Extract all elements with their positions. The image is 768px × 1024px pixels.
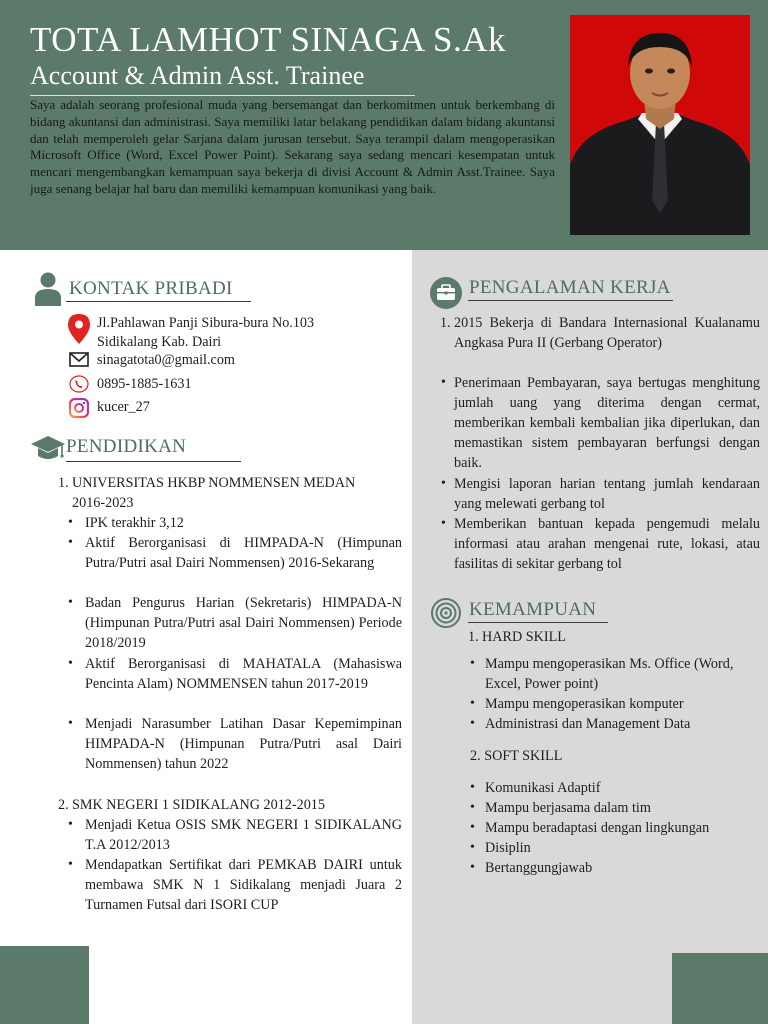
skills-target-icon (430, 597, 462, 633)
education-1-item: Menjadi Narasumber Latihan Dasar Kepemimpinan HIMPADA-N (Himpunan Putra/Putri asal Dairi Nommensen) tahun 2022 (85, 716, 402, 772)
hard-skill-title: HARD SKILL (482, 629, 566, 645)
skills-section-title: KEMAMPUAN (469, 599, 597, 620)
title-underline (30, 95, 415, 96)
contact-section-title: KONTAK PRIBADI (69, 278, 233, 299)
education-2-item: Mendapatkan Sertifikat dari PEMKAB DAIRI untuk membawa SMK N 1 Sidikalang menjadi Juara 2 Turnamen Futsal dari ISORI CUP (85, 857, 402, 913)
experience-item: Memberikan bantuan kepada pengemudi melalu informasi atau arahan mengenai rute, lokasi, atau fasilitas di sekitar gerbang tol (454, 516, 760, 572)
hard-skill-item: Mampu mengoperasikan Ms. Office (Word, Excel, Power point) (485, 656, 734, 692)
person-portrait-icon (570, 15, 750, 235)
location-pin-icon (68, 314, 90, 348)
soft-skill-item: Bertanggungjawab (485, 860, 593, 876)
education-section-title: PENDIDIKAN (66, 436, 187, 457)
education-1-item: Aktif Berorganisasi di MAHATALA (Mahasiswa Pencinta Alam) NOMMENSEN tahun 2017-2019 (85, 656, 402, 692)
full-name: TOTA LAMHOT SINAGA S.Ak (30, 20, 507, 59)
education-1-item: Aktif Berorganisasi di HIMPADA-N (Himpunan Putra/Putri asal Dairi Nommensen) 2016-Sekarang (85, 535, 402, 571)
contact-phone[interactable]: 0895-1885-1631 (97, 376, 192, 392)
education-1-item: Badan Pengurus Harian (Sekretaris) HIMPADA-N (Himpunan Putra/Putri asal Dairi Nommensen) Periode 2018/2019 (85, 595, 402, 651)
hard-skill-number: 1. (468, 629, 479, 645)
experience-section-title: PENGALAMAN KERJA (469, 277, 671, 298)
soft-skill-item: Mampu berjasama dalam tim (485, 800, 651, 816)
education-1-item: IPK terakhir 3,12 (85, 515, 184, 531)
experience-number: 1. (440, 315, 451, 331)
mail-icon (69, 352, 89, 371)
experience-title-underline (468, 300, 673, 301)
experience-item: Mengisi laporan harian tentang jumlah kendaraan yang melewati gerbang tol (454, 476, 760, 512)
skills-title-underline (468, 622, 608, 623)
soft-skill-item: Disiplin (485, 840, 531, 856)
contact-instagram[interactable]: kucer_27 (97, 399, 150, 415)
hard-skill-item: Administrasi dan Management Data (485, 716, 691, 732)
instagram-icon (69, 398, 89, 422)
hard-skill-item: Mampu mengoperasikan komputer (485, 696, 684, 712)
soft-skill-item: Komunikasi Adaptif (485, 780, 601, 796)
contact-title-underline (66, 301, 251, 302)
education-1-years: 2016-2023 (72, 495, 134, 511)
soft-skill-title: 2. SOFT SKILL (470, 748, 563, 764)
contact-address-line-1: Jl.Pahlawan Panji Sibura-bura No.103 (97, 315, 315, 331)
job-title: Account & Admin Asst. Trainee (30, 61, 365, 90)
experience-header: 2015 Bekerja di Bandara Internasional Kualanamu Angkasa Pura II (Gerbang Operator) (454, 315, 760, 351)
contact-address-line-2: Sidikalang Kab. Dairi (97, 334, 222, 350)
education-2-number: 2. (58, 797, 69, 813)
phone-icon (69, 375, 89, 397)
decorative-corner-right (672, 953, 768, 1024)
profile-photo (570, 15, 750, 235)
education-2-item: Menjadi Ketua OSIS SMK NEGERI 1 SIDIKALANG T.A 2012/2013 (85, 817, 402, 853)
contact-email[interactable]: sinagatota0@gmail.com (97, 352, 235, 368)
soft-skill-item: Mampu beradaptasi dengan lingkungan (485, 820, 710, 836)
education-title-underline (66, 461, 241, 462)
profile-summary: Saya adalah seorang profesional muda yang bersemangat dan berkomitmen untuk berkembang di bidang akuntansi dan administrasi. Saya memiliki latar belakang pendidikan dalam bidang akuntansi dan telah memperoleh gelar Sarjana dalam jurusan tersebut. Saya terampil dalam mengoperasikan Microsoft Office (Word, Excel Power Point). Sekarang saya sedang mencari kesempatan untuk mencari mengembangkan kemampuan saya bekerja di divisi Account & Admin Asst.Trainee. Saya juga senang belajar hal baru dan memiliki kemampuan komunikasi yang baik. (30, 97, 555, 196)
education-1-number: 1. (58, 475, 69, 491)
education-2-school: SMK NEGERI 1 SIDIKALANG 2012-2015 (72, 797, 325, 813)
experience-item: Penerimaan Pembayaran, saya bertugas menghitung jumlah uang yang diterima dengan cermat, memberikan kembali kembalian jika diperlukan, dan memastikan sistem pembayaran berfungsi dengan baik. (454, 375, 760, 471)
person-icon (34, 272, 62, 310)
briefcase-icon (429, 276, 463, 314)
graduation-cap-icon (30, 434, 66, 466)
education-1-school: UNIVERSITAS HKBP NOMMENSEN MEDAN (72, 475, 356, 491)
decorative-corner-left (0, 946, 89, 1024)
